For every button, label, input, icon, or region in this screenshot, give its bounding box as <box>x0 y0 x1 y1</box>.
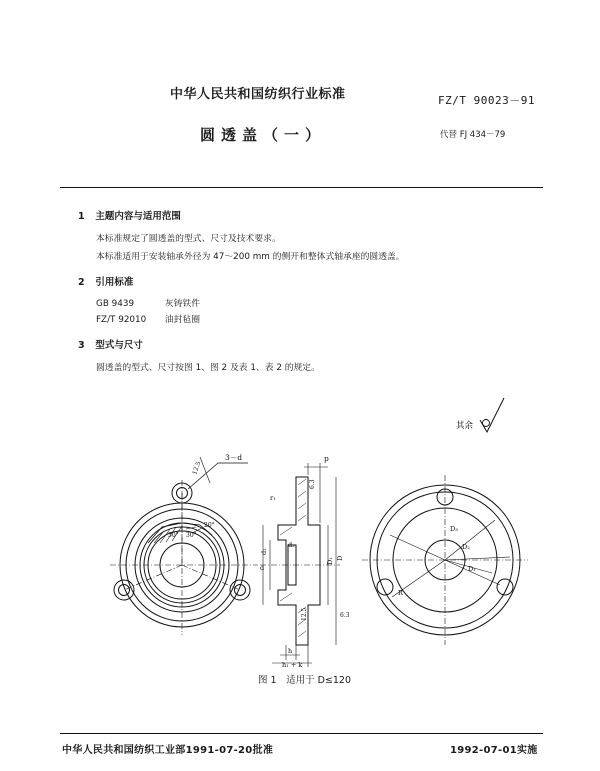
label-angle-30-b: 30° <box>186 532 197 539</box>
label-R: R <box>398 589 403 597</box>
section-1-heading <box>78 208 181 222</box>
label-angle-30-a: 30° <box>168 532 179 539</box>
section-2-number: 2 <box>78 277 85 288</box>
header-divider <box>60 187 543 188</box>
reference-name: 灰铸铁件 <box>164 299 200 309</box>
section-1-title: 主题内容与适用范围 <box>95 211 181 222</box>
section-2-heading <box>78 274 133 288</box>
front-view <box>110 457 258 635</box>
label-D1-right: D₁ <box>468 565 476 573</box>
label-h: h <box>288 647 293 655</box>
reference-name: 油封毡圈 <box>164 315 200 325</box>
document-title: 圆透盖（一） <box>200 126 327 144</box>
label-roughness-12-5: 12.5 <box>191 460 203 476</box>
reference-code: FZ/T 92010 <box>96 315 147 325</box>
footer-divider <box>60 733 543 734</box>
reference-item <box>96 296 200 309</box>
label-r1: r₁ <box>270 494 276 502</box>
reference-code: GB 9439 <box>96 299 135 309</box>
label-roughness-6-3-b: 6.3 <box>340 612 350 619</box>
section-3-para-1: 圆透盖的型式、尺寸按图 1、图 2 及表 1、表 2 的规定。 <box>96 363 320 373</box>
reference-item <box>96 312 200 325</box>
label-p: p <box>324 454 329 463</box>
label-D2-right: D₂ <box>462 543 470 551</box>
label-D1: D₁ <box>326 557 334 565</box>
replaces-standard: 代替 FJ 434－79 <box>440 130 506 140</box>
roughness-symbol <box>454 394 514 438</box>
section-3-title: 型式与尺寸 <box>95 340 143 351</box>
section-2-title: 引用标准 <box>95 277 134 288</box>
section-3-heading <box>78 337 143 351</box>
roughness-note-text: 其余 <box>456 421 474 431</box>
issuing-org-title: 中华人民共和国纺织行业标准 <box>170 87 346 102</box>
label-d: d <box>260 564 265 572</box>
label-D: D <box>336 555 344 561</box>
section-1-para-2: 本标准适用于安装轴承外径为 47～200 mm 的侧开和整体式轴承座的圆透盖。 <box>96 252 405 262</box>
label-D3-right: D₃ <box>450 525 458 533</box>
implementation-date: 1992-07-01实施 <box>450 745 538 756</box>
label-angle-20: 20° <box>204 522 215 529</box>
label-d1: d₁ <box>260 548 268 555</box>
approval-line: 中华人民共和国纺织工业部1991-07-20批准 <box>62 745 274 756</box>
label-roughness-6-3-a: 6.3 <box>309 479 316 489</box>
figure-1-drawing <box>100 445 540 670</box>
section-1-number: 1 <box>78 211 85 222</box>
section-1-para-1: 本标准规定了圆透盖的型式、尺寸及技术要求。 <box>96 234 281 244</box>
figure-1-caption: 图 1 适用于 D≤120 <box>258 675 351 686</box>
section-3-number: 3 <box>78 340 85 351</box>
label-holes: 3－d <box>225 453 243 462</box>
label-d2: d₂ <box>288 541 295 549</box>
label-h1-k: h₁ + k <box>282 661 303 669</box>
rear-view <box>362 475 528 645</box>
standard-code: FZ/T 90023－91 <box>438 94 535 107</box>
label-roughness-12-5-b: 12.5 <box>301 607 308 621</box>
